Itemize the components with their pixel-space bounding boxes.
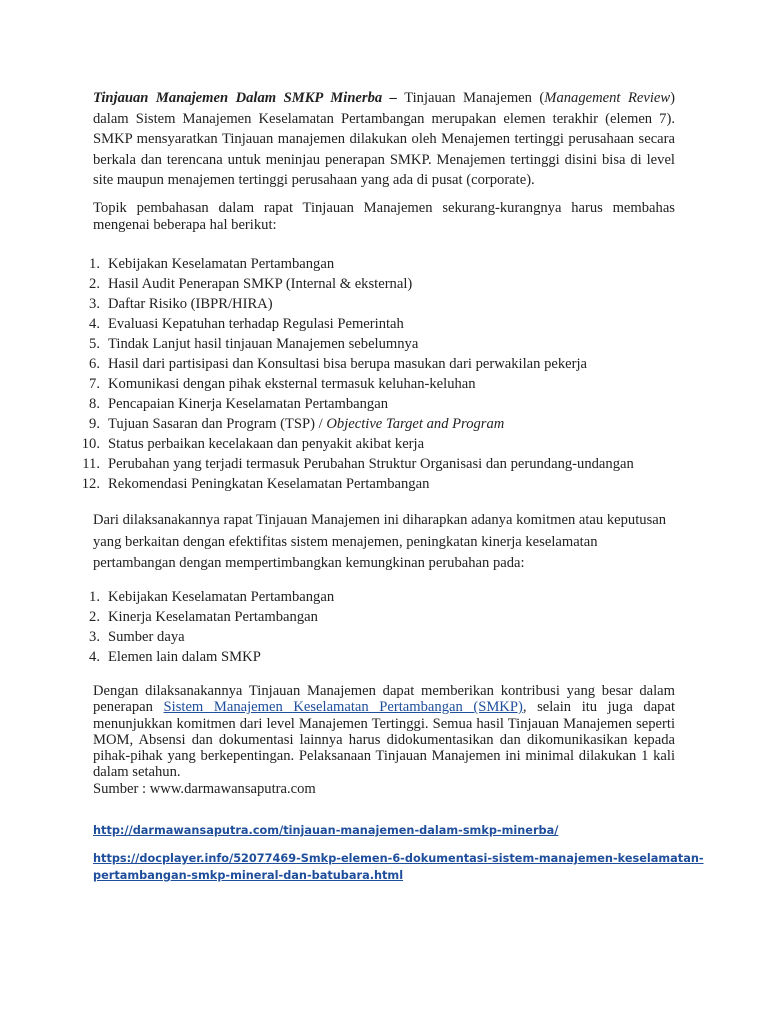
list-number: 1. <box>89 589 100 605</box>
list-text: Daftar Risiko (IBPR/HIRA) <box>108 296 273 312</box>
list-text <box>108 414 504 434</box>
list-text: Rekomendasi Peningkatan Keselamatan Pertambangan <box>108 476 430 492</box>
list-item <box>0 294 700 314</box>
smkp-link[interactable]: Sistem Manajemen Keselamatan Pertambangan (SMKP) <box>163 699 523 716</box>
list-item <box>0 354 700 374</box>
list-item <box>0 627 700 647</box>
intro-italic-term: Management Review <box>544 90 671 106</box>
reference-link-docplayer[interactable]: https://docplayer.info/52077469-Smkp-elemen-6-dokumentasi-sistem-manajemen-keselamatan-pertambangan-smkp-mineral-dan-batubara.html <box>93 852 704 882</box>
list-text: Kebijakan Keselamatan Pertambangan <box>108 256 335 272</box>
intro-text-2: ) dalam Sistem Manajemen Keselamatan Pertambangan merupakan elemen terakhir (elemen 7). SMKP mensyaratkan Tinjauan manajemen dilakukan oleh Menajemen tertinggi perusahaan secara berkala dan terencana untuk meninjau penerapan SMKP. Menajemen tertinggi disini bisa di level site maupun menajemen tertinggi perusahaan yang ada di pusat (corporate). <box>93 90 675 188</box>
list-item <box>0 254 700 274</box>
list-item <box>0 274 700 294</box>
list-text: Hasil dari partisipasi dan Konsultasi bisa berupa masukan dari perwakilan pekerja <box>108 356 588 372</box>
list-item <box>0 607 700 627</box>
source-line: Sumber : www.darmawansaputra.com <box>93 780 316 797</box>
topic-intro-paragraph: Topik pembahasan dalam rapat Tinjauan Manajemen sekurang-kurangnya harus membahas mengenai beberapa hal berikut: <box>93 200 675 233</box>
outcome-intro-paragraph: Dari dilaksanakannya rapat Tinjauan Manajemen ini diharapkan adanya komitmen atau keputusan yang berkaitan dengan efektifitas sistem menajemen, peningkatan kinerja keselamatan pertambangan dengan mempertimbangkan kemungkinan perubahan pada: <box>93 512 667 572</box>
list-item <box>0 647 700 667</box>
list-text: Status perbaikan kecelakaan dan penyakit akibat kerja <box>108 436 425 452</box>
list-item <box>0 314 700 334</box>
list-number: 12. <box>81 476 100 492</box>
list-number: 10. <box>81 436 100 452</box>
list-item <box>0 334 700 354</box>
list-item <box>0 394 700 414</box>
closing-text-1: Dengan dilaksanakannya Tinjauan Manajemen dapat memberikan kontribusi yang besar dalam penerapan <box>93 683 675 716</box>
list-number: 8. <box>89 396 100 412</box>
list-text: Kinerja Keselamatan Pertambangan <box>108 609 318 625</box>
list-number: 5. <box>89 336 100 352</box>
list-number: 7. <box>89 376 100 392</box>
list-text: Tindak Lanjut hasil tinjauan Manajemen sebelumnya <box>108 336 419 352</box>
list-number: 2. <box>89 609 100 625</box>
outcomes-list <box>0 587 700 667</box>
list-number: 6. <box>89 356 100 372</box>
list-text: Perubahan yang terjadi termasuk Perubahan Struktur Organisasi dan perundang-undangan <box>108 456 634 472</box>
list-number: 3. <box>89 629 100 645</box>
list-number: 4. <box>89 316 100 332</box>
list-number: 4. <box>89 649 100 665</box>
list-text: Kebijakan Keselamatan Pertambangan <box>108 589 335 605</box>
intro-title: Tinjauan Manajemen Dalam SMKP Minerba – <box>93 90 397 106</box>
list-text: Sumber daya <box>108 629 185 645</box>
list-text: Evaluasi Kepatuhan terhadap Regulasi Pemerintah <box>108 316 404 332</box>
list-item <box>0 454 700 474</box>
list-text-plain: Tujuan Sasaran dan Program (TSP) / <box>108 416 327 432</box>
list-number: 3. <box>89 296 100 312</box>
list-text-italic: Objective Target and Program <box>326 416 505 432</box>
list-item <box>0 374 700 394</box>
list-number: 9. <box>89 416 100 432</box>
topics-list <box>0 254 700 494</box>
list-number: 11. <box>82 456 100 472</box>
list-text: Elemen lain dalam SMKP <box>108 649 261 665</box>
list-item <box>0 434 700 454</box>
list-text: Pencapaian Kinerja Keselamatan Pertambangan <box>108 396 388 412</box>
list-item <box>0 474 700 494</box>
list-number: 1. <box>89 256 100 272</box>
closing-text-2: , selain itu juga dapat menunjukkan komitmen dari level Manajemen Tertinggi. Semua hasil Tinjauan Manajemen seperti MOM, Absensi dan dokumentasi lainnya harus didokumentasikan dan dikomunikasikan kepada pihak-pihak yang berkepentingan. Pelaksanaan Tinjauan Manajemen ini minimal dilakukan 1 kali dalam setahun. <box>93 699 675 781</box>
list-item <box>0 587 700 607</box>
list-text: Hasil Audit Penerapan SMKP (Internal & eksternal) <box>108 276 413 292</box>
intro-paragraph <box>93 88 675 191</box>
closing-paragraph <box>93 683 675 797</box>
list-text: Komunikasi dengan pihak eksternal termasuk keluhan-keluhan <box>108 376 476 392</box>
reference-link-darmawansaputra[interactable]: http://darmawansaputra.com/tinjauan-manajemen-dalam-smkp-minerba/ <box>93 824 559 837</box>
list-item <box>0 414 700 434</box>
intro-text-1: Tinjauan Manajemen ( <box>396 90 545 106</box>
list-number: 2. <box>89 276 100 292</box>
